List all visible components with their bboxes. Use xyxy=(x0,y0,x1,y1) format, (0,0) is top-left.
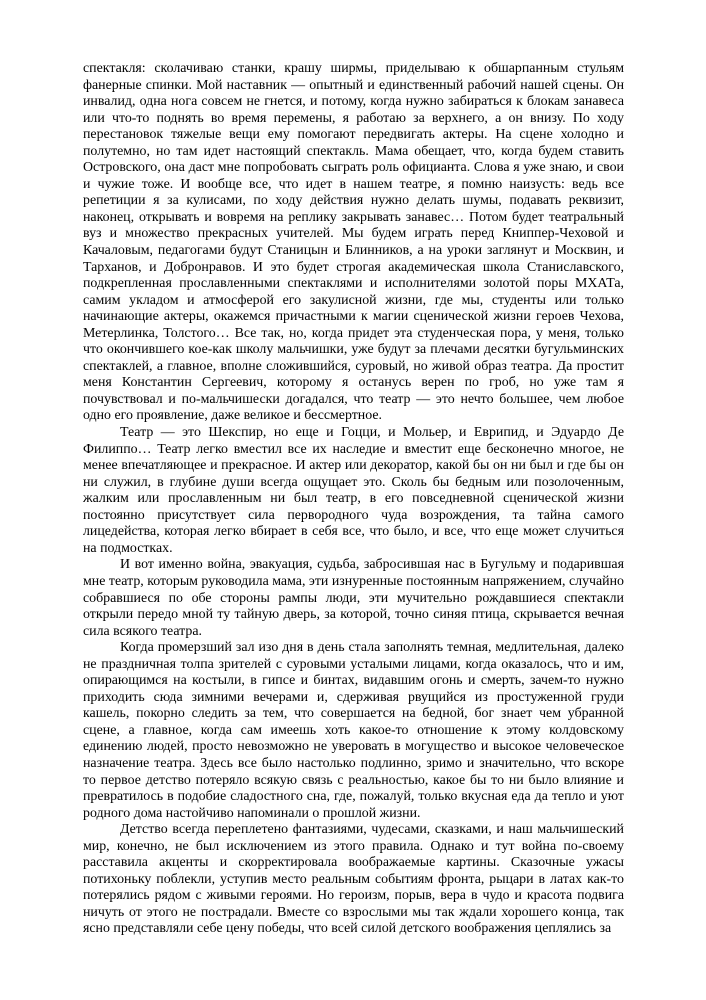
paragraph: спектакля: сколачиваю станки, крашу ширмы, приделываю к обшарпанным стульям фанерные спинки. Мой наставник — опытный и единственный рабочий нашей сцены. Он инвалид, одна нога совсем не гнется, и потому, когда нужно забираться к блокам занавеса или что-то поднять во время перемены, я работаю за верхнего, а он внизу. По ходу перестановок тяжелые вещи ему помогают передвигать актеры. На сцене холодно и полутемно, но там идет настоящий спектакль. Мама обещает, что, когда будем ставить Островского, она даст мне попробовать сыграть роль официанта. Слова я уже знаю, и свои и чужие тоже. И вообще все, что идет в нашем театре, я помню наизусть: ведь все репетиции я за кулисами, по ходу действия нужно делать шумы, подавать реквизит, наконец, открывать и вовремя на реплику закрывать занавес… Потом будет театральный вуз и множество прекрасных учителей. Мы будем играть перед Книппер-Чеховой и Качаловым, педагогами будут Станицын и Блинников, а на уроки заглянут и Москвин, и Тарханов, и Добронравов. И это будет строгая академическая школа Станиславского, подкрепленная прославленными спектаклями и исполнителями золотой поры МХАТа, самим укладом и атмосферой его закулисной жизни, где мы, студенты или только начинающие актеры, окажемся причастными к магии сценической жизни героев Чехова, Метерлинка, Толстого… Все так, но, когда придет эта студенческая пора, у меня, только что окончившего кое-как школу мальчишки, уже будут за плечами десятки бугульминских спектаклей, а главное, вполне сложившийся, суровый, но живой образ театра. Да простит меня Константин Сергеевич, которому я останусь верен по гроб, но уже там я почувствовал и по-мальчишески догадался, что театр — это нечто большее, чем любое одно его проявление, даже великое и бессмертное. xyxy=(83,61,624,424)
paragraph: Театр — это Шекспир, но еще и Гоцци, и Мольер, и Еврипид, и Эдуардо Де Филиппо… Театр легко вместил все их наследие и вместит еще бесконечно многое, не менее впечатляющее и прекрасное. И актер или декоратор, какой бы он ни был и где бы он ни служил, в глубине души всегда ощущает это. Сколь бы бедным или позолоченным, жалким или прославленным ни был театр, в его повседневной сценической жизни постоянно присутствует сила первородного чуда возрождения, та тайна самого лицедейства, которая легко вбирает в себя все, что было, и все, что еще может случиться на подмостках. xyxy=(83,425,624,556)
paragraph: Детство всегда переплетено фантазиями, чудесами, сказками, и наш мальчишеский мир, конечно, не был исключением из этого правила. Однако и тут война по-своему расставила акценты и скорректировала воображаемые картины. Сказочные ужасы потихоньку поблекли, уступив место реальным событиям фронта, рыцари в латах как-то потерялись рядом с живыми героями. Но героизм, порыв, вера в чудо и красота подвига ничуть от этого не пострадали. Вместе со взрослыми мы так ждали хорошего конца, так ясно представляли себе цену победы, что всей силой детского воображения цеплялись за xyxy=(83,822,624,937)
paragraph: И вот именно война, эвакуация, судьба, забросившая нас в Бугульму и подарившая мне театр, которым руководила мама, эти изнуренные постоянным напряжением, случайно собравшиеся по обе стороны рампы люди, эти мучительно рождавшиеся спектакли открыли передо мной ту тайную дверь, за которой, точно синяя птица, скрывается вечная сила всякого театра. xyxy=(83,557,624,639)
paragraph: Когда промерзший зал изо дня в день стала заполнять темная, медлительная, далеко не праздничная толпа зрителей с суровыми усталыми лицами, когда оказалось, что и им, опирающимся на костыли, в гипсе и бинтах, видавшим огонь и смерть, зачем-то нужно приходить сюда зимними вечерами и, сдерживая рвущийся из простуженной груди кашель, покорно следить за тем, что совершается на бедной, бог знает чем убранной сцене, а главное, когда сам имеешь хоть какое-то отношение к этому колдовскому единению людей, просто невозможно не уверовать в могущество и высокое человеческое назначение театра. Здесь все было настолько подлинно, зримо и значительно, что вскоре то первое детство потеряло всякую связь с реальностью, какое бы то ни было влияние и превратилось в подобие сладостного сна, где, пожалуй, только вкусная еда да тепло и уют родного дома настойчиво напоминали о прошлой жизни. xyxy=(83,640,624,821)
text-block xyxy=(83,61,624,938)
